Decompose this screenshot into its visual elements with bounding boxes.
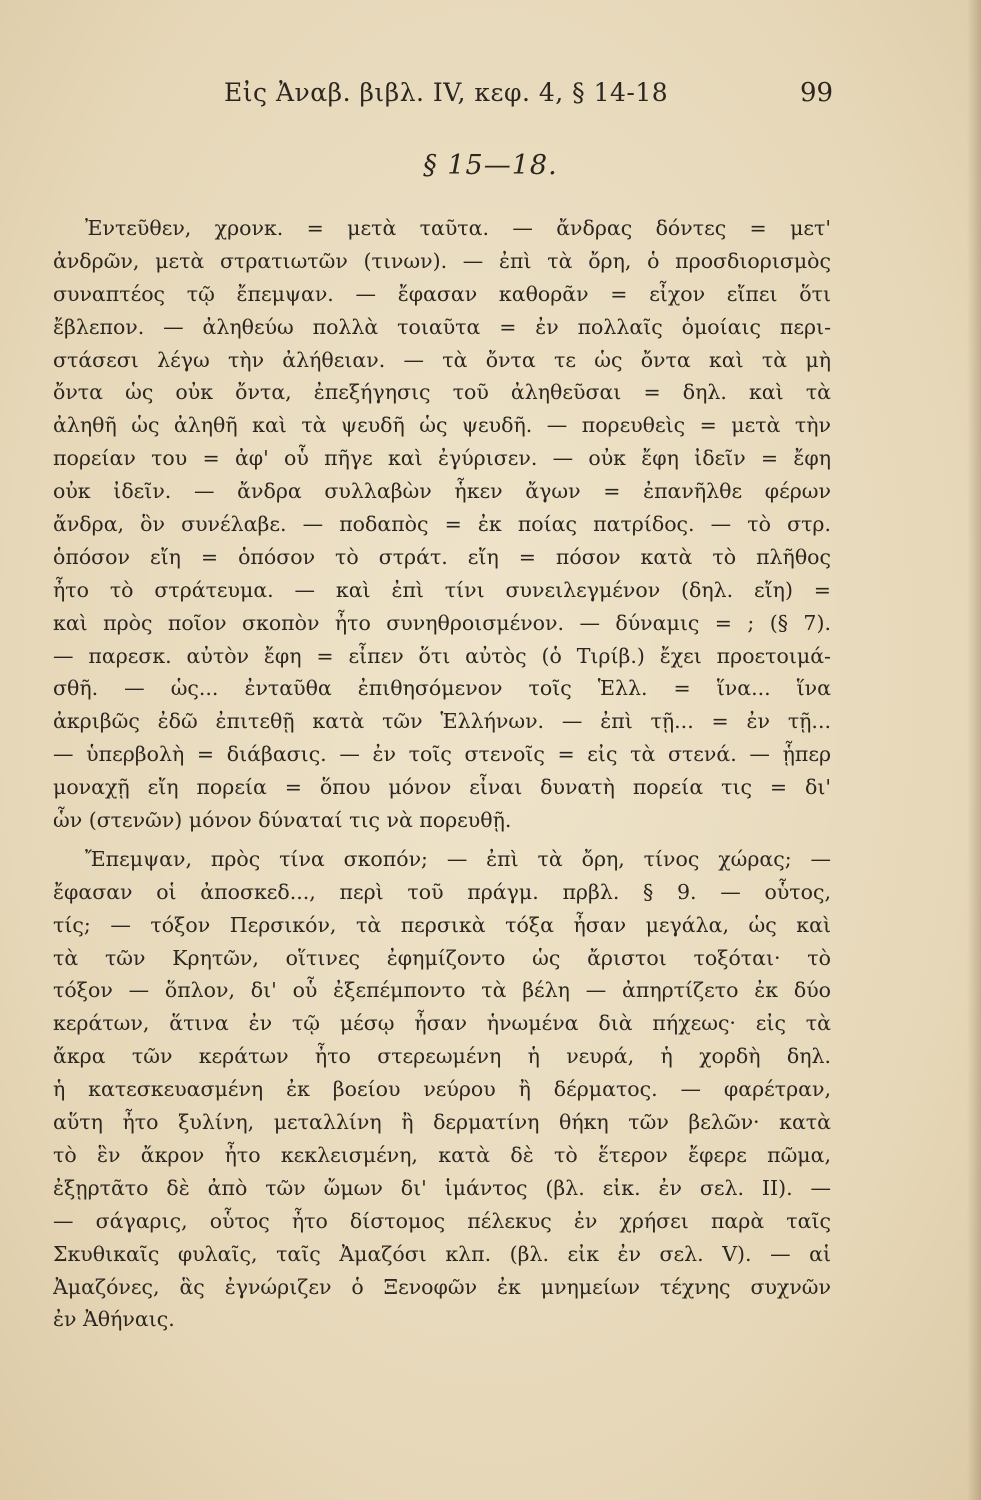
text-line: ἀκριβῶς ἐδῶ ἐπιτεθῇ κατὰ τῶν Ἑλλήνων. — ἐπὶ τῇ... = ἐν τῇ... [53, 709, 831, 734]
text-line: ἐν Ἀθήναις. [53, 1307, 175, 1332]
text-line: — ὑπερβολὴ = διάβασις. — ἐν τοῖς στενοῖς = εἰς τὰ στενά. — ᾗπερ [53, 742, 831, 767]
text-line: Ἔπεμψαν, πρὸς τίνα σκοπόν; — ἐπὶ τὰ ὄρη, τίνος χώρας; — [85, 846, 831, 871]
text-line: — σάγαρις, οὗτος ἦτο δίστομος πέλεκυς ἐν χρήσει παρὰ ταῖς [53, 1208, 831, 1233]
text-line: σθῆ. — ὡς... ἐνταῦθα ἐπιθησόμενον τοῖς Ἑλλ. = ἵνα... ἵνα [53, 676, 831, 701]
text-line: ὧν (στενῶν) μόνον δύναταί τις νὰ πορευθῇ. [53, 808, 512, 833]
text-line: ἔβλεπον. — ἀληθεύω πολλὰ τοιαῦτα = ἐν πολλαῖς ὁμοίαις περι- [53, 314, 831, 339]
text-line: ἦτο τὸ στράτευμα. — καὶ ἐπὶ τίνι συνειλεγμένον (δηλ. εἴη) = [53, 577, 831, 602]
text-line: ἔφασαν οἱ ἀποσκεδ..., περὶ τοῦ πράγμ. πρβλ. § 9. — οὗτος, [53, 879, 831, 904]
running-head: Εἰς Ἀναβ. βιβλ. IV, κεφ. 4, § 14-18 [224, 78, 669, 107]
text-line: τὸ ἓν ἄκρον ἦτο κεκλεισμένη, κατὰ δὲ τὸ ἕτερον ἔφερε πῶμα, [53, 1142, 831, 1167]
text-line: ἀληθῆ ὡς ἀληθῆ καὶ τὰ ψευδῆ ὡς ψευδῆ. — πορευθεὶς = μετὰ τὴν [53, 413, 831, 438]
text-line: συναπτέος τῷ ἔπεμψαν. — ἔφασαν καθορᾶν = εἶχον εἴπει ὅτι [53, 281, 831, 306]
text-line: — παρεσκ. αὐτὸν ἔφη = εἶπεν ὅτι αὐτὸς (ὁ Τιρίβ.) ἔχει προετοιμά- [53, 643, 831, 668]
text-line: τὰ τῶν Κρητῶν, οἵτινες ἐφημίζοντο ὡς ἄριστοι τοξόται· τὸ [53, 945, 831, 970]
text-line: αὕτη ἦτο ξυλίνη, μεταλλίνη ἢ δερματίνη θήκη τῶν βελῶν· κατὰ [53, 1110, 831, 1135]
text-line: ἄκρα τῶν κεράτων ἦτο στερεωμένη ἡ νευρά, ἡ χορδὴ δηλ. [53, 1044, 831, 1069]
text-line: κεράτων, ἅτινα ἐν τῷ μέσῳ ἦσαν ἡνωμένα διὰ πήχεως· εἰς τὰ [53, 1011, 831, 1036]
text-line: Ἐντεῦθεν, χρονκ. = μετὰ ταῦτα. — ἄνδρας δόντες = μετ' [85, 216, 831, 240]
paragraph-1 [53, 212, 831, 837]
text-line: οὐκ ἰδεῖν. — ἄνδρα συλλαβὼν ἧκεν ἄγων = ἐπανῆλθε φέρων [53, 479, 831, 504]
body-text [53, 212, 831, 1336]
page-number: 99 [800, 78, 834, 108]
paragraph-2 [53, 843, 831, 1336]
text-line: μοναχῇ εἴη πορεία = ὅπου μόνον εἶναι δυνατὴ πορεία τις = δι' [53, 775, 831, 800]
text-line: τόξον — ὅπλον, δι' οὗ ἐξεπέμποντο τὰ βέλη — ἀπηρτίζετο ἐκ δύο [53, 978, 831, 1003]
text-line: ἐξῃρτᾶτο δὲ ἀπὸ τῶν ὤμων δι' ἱμάντος (βλ. εἰκ. ἐν σελ. II). — [53, 1175, 831, 1200]
text-line: ἄνδρα, ὃν συνέλαβε. — ποδαπὸς = ἐκ ποίας πατρίδος. — τὸ στρ. [53, 512, 831, 537]
text-line: Σκυθικαῖς φυλαῖς, ταῖς Ἀμαζόσι κλπ. (βλ. εἰκ ἐν σελ. V). — αἱ [53, 1241, 831, 1266]
section-title: § 15—18. [423, 150, 558, 181]
text-line: πορείαν του = ἀφ' οὗ πῆγε καὶ ἐγύρισεν. — οὐκ ἔφη ἰδεῖν = ἔφη [53, 446, 831, 471]
text-line: τίς; — τόξον Περσικόν, τὰ περσικὰ τόξα ἦσαν μεγάλα, ὡς καὶ [53, 912, 831, 937]
text-line: ὄντα ὡς οὐκ ὄντα, ἐπεξήγησις τοῦ ἀληθεῦσαι = δηλ. καὶ τὰ [53, 380, 831, 405]
text-line: καὶ πρὸς ποῖον σκοπὸν ἦτο συνηθροισμένον. — δύναμις = ; (§ 7). [53, 610, 831, 635]
page-header [0, 78, 981, 118]
text-line: ἡ κατεσκευασμένη ἐκ βοείου νεύρου ἢ δέρματος. — φαρέτραν, [53, 1077, 831, 1102]
text-line: Ἀμαζόνες, ἃς ἐγνώριζεν ὁ Ξενοφῶν ἐκ μνημείων τέχνης συχνῶν [53, 1274, 831, 1299]
page-spine-shadow [967, 0, 981, 1500]
text-line: ἀνδρῶν, μετὰ στρατιωτῶν (τινων). — ἐπὶ τὰ ὄρη, ὁ προσδιορισμὸς [53, 248, 831, 273]
text-line: ὁπόσον εἴη = ὁπόσον τὸ στράτ. εἴη = πόσον κατὰ τὸ πλῆθος [53, 544, 831, 569]
text-line: στάσεσι λέγω τὴν ἀλήθειαν. — τὰ ὄντα τε ὡς ὄντα καὶ τὰ μὴ [53, 347, 831, 372]
